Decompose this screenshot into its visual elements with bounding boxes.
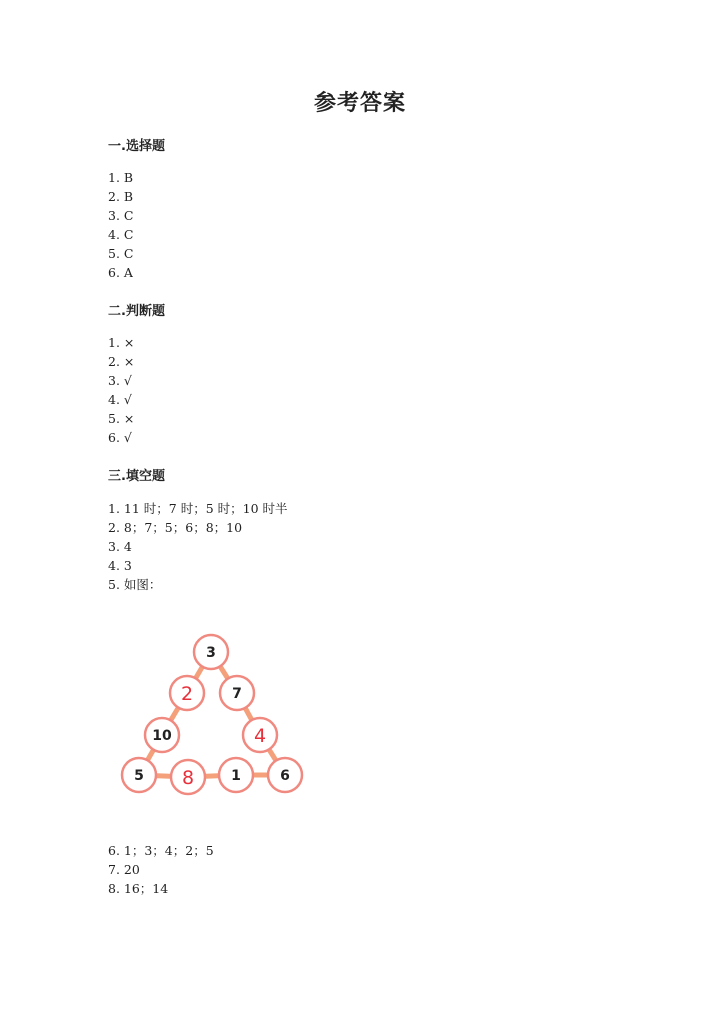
number-node [219, 758, 253, 792]
number-node [243, 718, 277, 752]
node-label: 10 [152, 728, 172, 744]
answer-item: 4. C [108, 227, 134, 242]
answer-item: 1. × [108, 335, 135, 350]
answer-item: 6. A [108, 265, 133, 280]
triangle-svg [110, 620, 320, 810]
number-triangle-diagram [110, 620, 320, 810]
answer-item: 4. 3 [108, 558, 132, 573]
answer-item: 5. 如图： [108, 577, 162, 592]
fill-blank-answer-list-continued [108, 841, 214, 898]
node-label: 1 [231, 768, 241, 784]
answer-item: 3. 4 [108, 539, 132, 554]
answer-item: 4. √ [108, 392, 132, 407]
number-node [122, 758, 156, 792]
answer-item: 1. B [108, 170, 134, 185]
node-label: 6 [280, 768, 290, 784]
number-node [145, 718, 179, 752]
answer-item: 7. 20 [108, 862, 140, 877]
answer-item: 1. 11 时；7 时；5 时；10 时半 [108, 501, 288, 516]
number-node [194, 635, 228, 669]
judgement-answer-list [108, 333, 134, 447]
answer-item: 5. C [108, 246, 134, 261]
answer-item: 2. B [108, 189, 134, 204]
answer-item: 2. 8；7；5；6；8；10 [108, 520, 243, 535]
section-heading-fill-blank: 三.填空题 [108, 469, 165, 484]
node-label: 7 [232, 686, 242, 702]
section-heading-judgement: 二.判断题 [108, 304, 165, 319]
page-title: 参考答案 [313, 91, 406, 116]
node-label: 2 [180, 683, 194, 705]
answer-item: 2. × [108, 354, 135, 369]
node-label: 4 [253, 725, 267, 747]
section-heading-choice: 一.选择题 [108, 139, 165, 154]
number-node [220, 676, 254, 710]
answer-item: 5. × [108, 411, 135, 426]
answer-item: 3. √ [108, 373, 132, 388]
answer-item: 8. 16；14 [108, 881, 169, 896]
node-label: 5 [134, 768, 144, 784]
fill-blank-answer-list [108, 499, 288, 594]
answer-item: 6. √ [108, 430, 132, 445]
number-node [170, 676, 204, 710]
number-node [171, 760, 205, 794]
node-label: 8 [181, 767, 195, 789]
choice-answer-list [108, 168, 133, 282]
number-node [268, 758, 302, 792]
answer-item: 3. C [108, 208, 134, 223]
node-label: 3 [206, 645, 216, 661]
answer-item: 6. 1；3；4；2；5 [108, 843, 214, 858]
